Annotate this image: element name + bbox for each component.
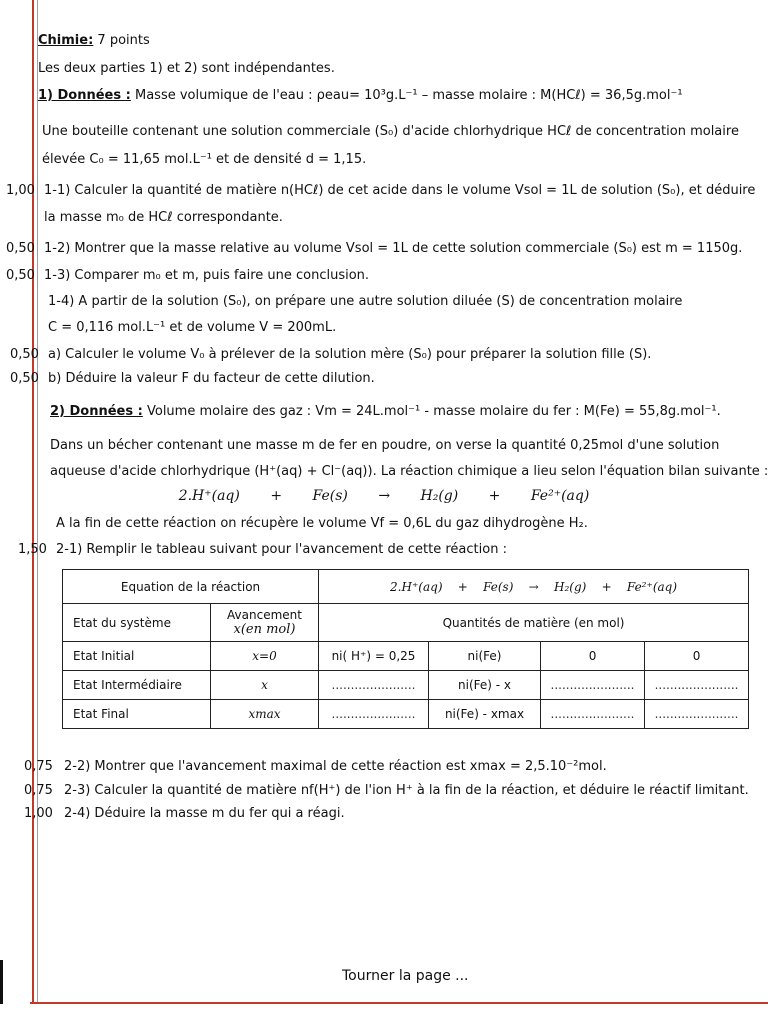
table-cell-blank: ...................... (541, 700, 645, 729)
section-title: Chimie: (38, 33, 94, 48)
footer-next-page: Tourner la page ... (342, 968, 469, 984)
points-q21: 1,50 (18, 542, 47, 557)
header (38, 33, 150, 48)
part1-data-line: Masse volumique de l'eau : ρeau= 10³g.L⁻¹ – masse molaire : M(HCℓ) = 36,5g.mol⁻¹ (134, 88, 683, 103)
question-1-4: 1-4) A partir de la solution (S₀), on prépare une autre solution diluée (S) de concentration molaire (48, 294, 683, 309)
table-row-etat: Etat Initial (63, 642, 211, 671)
points-q22: 0,75 (24, 759, 53, 774)
margin-line-black (0, 960, 3, 1004)
table-row-etat: Etat Final (63, 700, 211, 729)
question-2-4: 2-4) Déduire la masse m du fer qui a réagi. (64, 806, 345, 821)
part2-data-line: Volume molaire des gaz : Vm = 24L.mol⁻¹ - masse molaire du fer : M(Fe) = 55,8g.mol⁻¹. (146, 404, 721, 419)
table-col-qm: Quantités de matière (en mol) (319, 604, 749, 642)
question-b: b) Déduire la valeur F du facteur de cette dilution. (48, 371, 375, 386)
bottom-rule (30, 1002, 768, 1004)
part1-data (38, 88, 683, 103)
eq-arrow: → (378, 488, 391, 504)
points-qb: 0,50 (10, 371, 39, 386)
table-cell-blank: ...................... (319, 671, 429, 700)
table-row-etat: Etat Intermédiaire (63, 671, 211, 700)
table-col-etat: Etat du système (63, 604, 211, 642)
table-eq (319, 570, 749, 604)
part1-label: 1) Données : (38, 88, 131, 103)
table-eq-header: Equation de la réaction (63, 570, 319, 604)
table-cell: 0 (645, 642, 749, 671)
question-1-3: 1-3) Comparer m₀ et m, puis faire une conclusion. (44, 268, 370, 283)
table-cell: 0 (541, 642, 645, 671)
part2-text3: A la fin de cette réaction on récupère le volume Vf = 0,6L du gaz dihydrogène H₂. (56, 516, 588, 531)
question-2-3: 2-3) Calculer la quantité de matière nf(H⁺) de l'ion H⁺ à la fin de la réaction, et déduire le réactif limitant. (64, 783, 749, 798)
eq-plus-1: + (270, 488, 283, 504)
table-row-av: xmax (211, 700, 319, 729)
table-cell-blank: ...................... (319, 700, 429, 729)
points-q12: 0,50 (6, 241, 35, 256)
part1-text2: élevée C₀ = 11,65 mol.L⁻¹ et de densité d = 1,15. (42, 152, 367, 167)
intro-text: Les deux parties 1) et 2) sont indépendantes. (38, 61, 335, 76)
table-col-av-label: Avancement (227, 608, 302, 622)
table-eq-plus1: + (457, 579, 468, 594)
question-1-1: 1-1) Calculer la quantité de matière n(HCℓ) de cet acide dans le volume Vsol = 1L de solution (S₀), et déduire (44, 183, 756, 198)
table-eq-fe: Fe(s) (483, 579, 514, 594)
question-1-4-cont: C = 0,116 mol.L⁻¹ et de volume V = 200mL. (48, 320, 337, 335)
question-a: a) Calculer le volume V₀ à prélever de la solution mère (S₀) pour préparer la solution fille (S). (48, 347, 652, 362)
eq-product-fe2: Fe²⁺(aq) (530, 488, 590, 504)
table-cell: ni( H⁺) = 0,25 (319, 642, 429, 671)
table-row-av: x (211, 671, 319, 700)
table-eq-fe2: Fe²⁺(aq) (626, 579, 678, 594)
table-cell-blank: ...................... (645, 700, 749, 729)
advancement-table (62, 569, 749, 729)
question-1-1-cont: la masse m₀ de HCℓ correspondante. (44, 210, 283, 225)
table-cell: ni(Fe) - xmax (429, 700, 541, 729)
table-eq-h: 2.H⁺(aq) (390, 579, 443, 594)
table-col-av (211, 604, 319, 642)
part2-text1: Dans un bécher contenant une masse m de fer en poudre, on verse la quantité 0,25mol d'une solution (50, 438, 720, 453)
table-eq-arrow: → (528, 579, 539, 594)
points-q23: 0,75 (24, 783, 53, 798)
question-2-2: 2-2) Montrer que l'avancement maximal de cette réaction est xmax = 2,5.10⁻²mol. (64, 759, 607, 774)
table-cell-blank: ...................... (541, 671, 645, 700)
table-eq-plus2: + (601, 579, 612, 594)
question-2-1: 2-1) Remplir le tableau suivant pour l'avancement de cette réaction : (56, 542, 507, 557)
eq-plus-2: + (488, 488, 501, 504)
table-row-av: x=0 (211, 642, 319, 671)
question-1-2: 1-2) Montrer que la masse relative au volume Vsol = 1L de cette solution commerciale (S₀) est m = 1150g. (44, 241, 743, 256)
table-col-av-unit: x(en mol) (233, 622, 296, 637)
points-q11: 1,00 (6, 183, 35, 198)
part2-text2: aqueuse d'acide chlorhydrique (H⁺(aq) + Cl⁻(aq)). La réaction chimique a lieu selon l'équation bilan suivante : (50, 464, 768, 479)
points-q24: 1,00 (24, 806, 53, 821)
reaction-equation (0, 488, 768, 504)
table-eq-h2: H₂(g) (553, 579, 587, 594)
eq-reactant-h: 2.H⁺(aq) (178, 488, 240, 504)
eq-reactant-fe: Fe(s) (312, 488, 348, 504)
points-qa: 0,50 (10, 347, 39, 362)
points-q13: 0,50 (6, 268, 35, 283)
section-points: 7 points (97, 33, 150, 48)
part2-label: 2) Données : (50, 404, 143, 419)
part2-data (50, 404, 721, 419)
eq-product-h2: H₂(g) (420, 488, 459, 504)
part1-text1: Une bouteille contenant une solution commerciale (S₀) d'acide chlorhydrique HCℓ de concentration molaire (42, 124, 739, 139)
table-cell: ni(Fe) - x (429, 671, 541, 700)
table-cell: ni(Fe) (429, 642, 541, 671)
table-cell-blank: ...................... (645, 671, 749, 700)
